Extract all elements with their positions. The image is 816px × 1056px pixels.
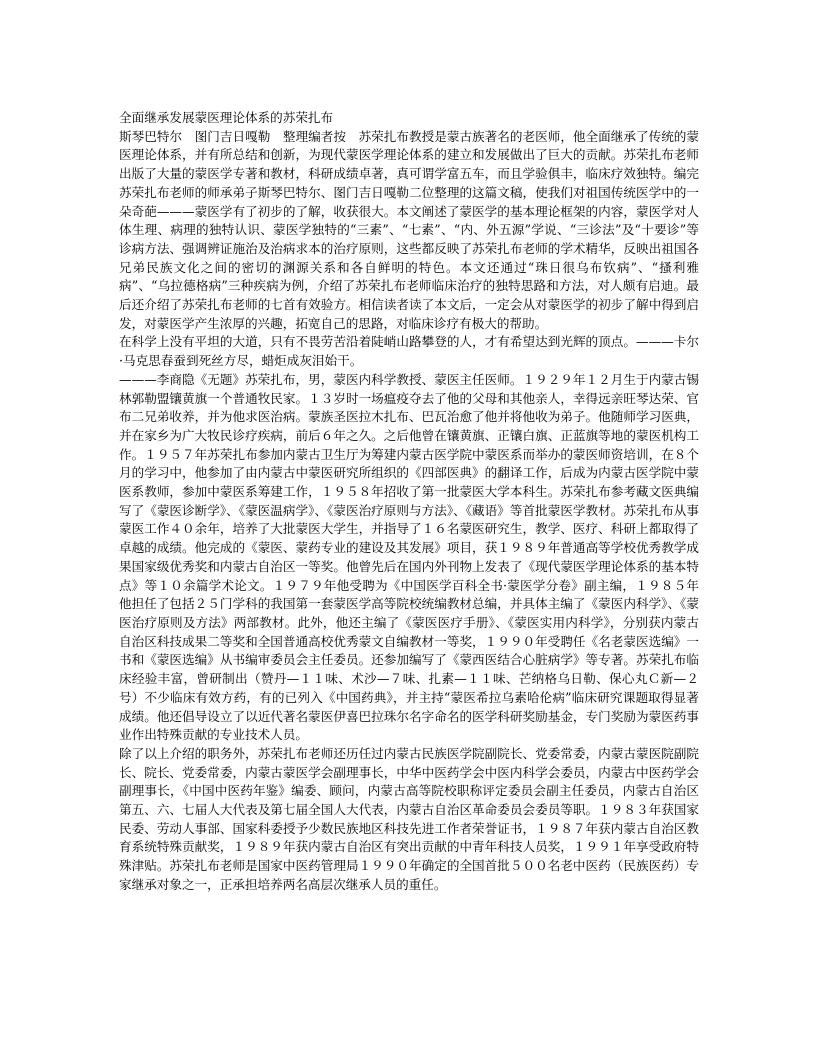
quote-paragraph: 在科学上没有平坦的大道，只有不畏劳苦沿着陡峭山路攀登的人，才有希望达到光辉的顶点。———卡尔·马克思春蚕到死丝方尽，蜡炬成灰泪始干。 <box>119 334 699 369</box>
biography-paragraph: ———李商隐《无题》苏荣扎布，男，蒙医内科学教授、蒙医主任医师。１９２９年１２月生于内蒙古锡林郭勒盟镶黄旗一个普通牧民家。１３岁时一场瘟疫夺去了他的父母和其他亲人，幸得远亲旺琴达荣、官布二兄弟收养，并为他求医治病。蒙族圣医拉木扎布、巴瓦治愈了他并将他收为弟子。他随师学习医典，并在家乡为广大牧民诊疗疾病，前后６年之久。之后他曾在镶黄旗、正镶白旗、正蓝旗等地的蒙医机构工作。１９５７年苏荣扎布参加内蒙古卫生厅为筹建内蒙古医学院中蒙医系而举办的蒙医师资培训，在８个月的学习中，他参加了由内蒙古中蒙医研究所组织的《四部医典》的翻译工作，后成为内蒙古医学院中蒙医系教师，参加中蒙医系筹建工作，１９５８年招收了第一批蒙医大学本科生。苏荣扎布参考藏文医典编写了《蒙医诊断学》、《蒙医温病学》、《蒙医治疗原则与方法》、《藏语》等首批蒙医学教材。苏荣扎布从事蒙医工作４０余年，培养了大批蒙医大学生，并指导了１６名蒙医研究生，教学、医疗、科研上都取得了卓越的成绩。他完成的《蒙医、蒙药专业的建设及其发展》项目，获１９８９年普通高等学校优秀教学成果国家级优秀奖和内蒙古自治区一等奖。他曾先后在国内外刊物上发表了《现代蒙医学理论体系的基本特点》等１０余篇学术论文。１９７９年他受聘为《中国医学百科全书·蒙医学分卷》副主编，１９８５年他担任了包括２５门学科的我国第一套蒙医学高等院校统编教材总编，并具体主编了《蒙医内科学》、《蒙医治疗原则及方法》两部教材。此外，他还主编了《蒙医医疗手册》、《蒙医实用内科学》，分别获内蒙古自治区科技成果二等奖和全国普通高校优秀蒙文自编教材一等奖，１９９０年受聘任《名老蒙医选编》一书和《蒙医选编》从书编审委员会主任委员。还参加编写了《蒙西医结合心脏病学》等专著。苏荣扎布临床经验丰富，曾研制出（赞丹—１１味、术沙—７味、扎素—１１味、芒纳格乌日勒、保心丸Ｃ新—２号）不少临床有效方药，有的已列入《中国药典》，并主持“蒙医希拉乌素哈伦病”临床研究课题取得显著成绩。他还倡导设立了以近代著名蒙医伊喜巴拉珠尔名字命名的医学科研奖励基金，专门奖励为蒙医药事业作出特殊贡献的专业技术人员。 <box>119 371 699 743</box>
positions-paragraph: 除了以上介绍的职务外，苏荣扎布老师还历任过内蒙古民族医学院副院长、党委常委，内蒙古蒙医院副院长、院长、党委常委，内蒙古蒙医学会副理事长，中华中医药学会中医内科学会委员，内蒙古中医药学会副理事长，《中国中医药年鉴》编委、顾问，内蒙古高等院校职称评定委员会副主任委员，内蒙古自治区第五、六、七届人大代表及第七届全国人大代表，内蒙古自治区革命委员会委员等职。１９８３年获国家民委、劳动人事部、国家科委授予少数民族地区科技先进工作者荣誉证书，１９８７年获内蒙古自治区教育系统特殊贡献奖，１９８９年获内蒙古自治区有突出贡献的中青年科技人员奖，１９９１年享受政府特殊津贴。苏荣扎布老师是国家中医药管理局１９９０年确定的全国首批５００名老中医药（民族医药）专家继承对象之一，正承担培养两名高层次继承人员的重任。 <box>119 745 699 892</box>
editor-note-paragraph: 斯琴巴特尔 图门吉日嘎勒 整理编者按 苏荣扎布教授是蒙古族著名的老医师，他全面继承了传统的蒙医理论体系，并有所总结和创新，为现代蒙医学理论体系的建立和发展做出了巨大的贡献。苏荣扎布老师出版了大量的蒙医学专著和教材，科研成绩卓著，真可谓学富五车，而且学验俱丰，临床疗效独特。编完苏荣扎布老师的师承弟子斯琴巴特尔、图门吉日嘎勒二位整理的这篇文稿，使我们对祖国传统医学中的一朵奇葩———蒙医学有了初步的了解，收获很大。本文阐述了蒙医学的基本理论框架的内容，蒙医学对人体生理、病理的独特认识、蒙医学独特的“三素”、“七素”、“内、外五源”学说、“三诊法”及“十要诊”等诊病方法、强调辨证施治及治病求本的治疗原则，这些都反映了苏荣扎布老师的学术精华，反映出祖国各兄弟民族文化之间的密切的渊源关系和各自鲜明的特色。本文还通过“珠日很乌布钦病”、“搔利雅病”、“乌拉德格病”三种疾病为例，介绍了苏荣扎布老师临床治疗的独特思路和方法，对人颇有启迪。最后还介绍了苏荣扎布老师的七首有效验方。相信读者读了本文后，一定会从对蒙医学的初步了解中得到启发，对蒙医学产生浓厚的兴趣，拓宽自己的思路，对临床诊疗有极大的帮助。 <box>119 128 699 331</box>
document-body <box>119 109 699 895</box>
document-title: 全面继承发展蒙医理论体系的苏荣扎布 <box>119 110 334 125</box>
